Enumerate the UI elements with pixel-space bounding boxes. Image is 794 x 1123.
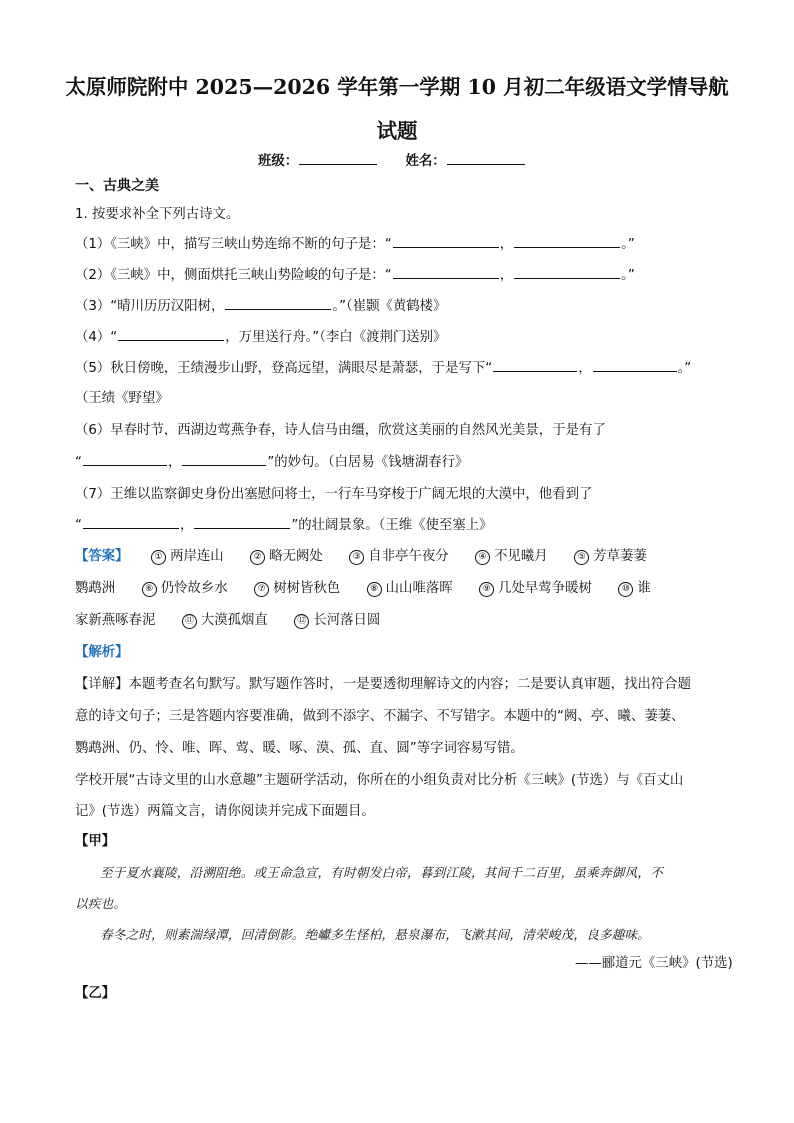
item-1 <box>75 233 635 252</box>
item-5-source: （王绩《野望》 <box>75 391 169 406</box>
answer-mark: ① <box>151 550 166 565</box>
answer-mark: ⑥ <box>142 582 157 597</box>
item-2-end: 。” <box>621 268 635 283</box>
answer-blank[interactable] <box>593 358 677 372</box>
passage-jia-p1-line2: 以疾也。 <box>75 896 127 911</box>
answer-text: 谁 <box>637 581 651 596</box>
item-7-open: “ <box>75 518 82 533</box>
answer-row-3 <box>75 609 380 629</box>
analysis-detail-line1: 【详解】本题考查名句默写。默写题作答时，一是要透彻理解诗文的内容；二是要认真审题，找出符合题 <box>75 677 691 692</box>
item-3-end: 。”（崔颢《黄鹤楼》 <box>332 299 447 314</box>
answer-text: 长河落日圆 <box>313 613 381 628</box>
item-5 <box>75 357 691 376</box>
item-1-sep: ， <box>499 237 514 252</box>
item-6-line1: （6）早春时节，西湖边莺燕争春，诗人信马由缰，欣赏这美丽的自然风光美景，于是有了 <box>75 423 606 438</box>
analysis-detail-line3: 鹦鹉洲、仍、怜、唯、晖、莺、暖、啄、漠、孤、直、圆”等字词容易写错。 <box>75 741 524 756</box>
answer-blank[interactable] <box>194 515 290 529</box>
item-7-sep: ， <box>179 518 194 533</box>
item-4-text: （4）“ <box>75 330 118 345</box>
answer-mark: ⑧ <box>367 582 382 597</box>
answer-text: 鹦鹉洲 <box>75 581 116 596</box>
answer-mark: ⑦ <box>254 582 269 597</box>
answer-mark: ② <box>250 550 265 565</box>
answer-blank[interactable] <box>393 265 499 279</box>
item-4 <box>75 326 446 345</box>
item-4-end: ，万里送行舟。”（李白《渡荆门送别》 <box>225 330 447 345</box>
answer-row-1 <box>75 545 647 565</box>
answer-text: 两岸连山 <box>170 549 224 564</box>
item-3 <box>75 295 446 314</box>
answer-text: 几处早莺争暖树 <box>498 581 592 596</box>
item-7-line1: （7）王维以监察御史身份出塞慰问将士，一行车马穿梭于广阔无垠的大漠中，他看到了 <box>75 487 593 502</box>
exam-title-line2: 试题 <box>376 119 418 143</box>
intro-line2: 记》(节选）两篇文言，请你阅读并完成下面题目。 <box>75 804 375 819</box>
passage-jia-p1-line1: 至于夏水襄陵，沿溯阻绝。或王命急宣，有时朝发白帝，暮到江陵，其间千二百里，虽乘奔御风，不 <box>100 865 663 880</box>
answer-text: 略无阙处 <box>269 549 323 564</box>
section-heading: 一、古典之美 <box>75 178 159 194</box>
item-1-text: （1）《三峡》中，描写三峡山势连绵不断的句子是：“ <box>75 237 392 252</box>
name-label: 姓名： <box>405 154 446 169</box>
answer-blank[interactable] <box>83 515 179 529</box>
answer-blank[interactable] <box>493 358 577 372</box>
answer-mark: ⑪ <box>182 614 197 629</box>
item-6-line2 <box>75 451 468 470</box>
item-5-end: 。” <box>677 361 692 376</box>
item-6-end: ”的妙句。（白居易《钱塘湖春行》 <box>267 455 469 470</box>
answer-text: 仍怜故乡水 <box>160 581 228 596</box>
analysis-label: 【解析】 <box>75 645 129 660</box>
answer-text: 自非亭午夜分 <box>368 549 449 564</box>
answer-text: 不见曦月 <box>494 549 548 564</box>
item-3-text: （3）“晴川历历汉阳树， <box>75 299 225 314</box>
item-5-sep: ， <box>578 361 592 376</box>
item-5-text: （5）秋日傍晚，王绩漫步山野，登高远望，满眼尽是萧瑟，于是写下“ <box>75 361 493 376</box>
intro-line1: 学校开展“古诗文里的山水意趣”主题研学活动，你所在的小组负责对比分析《三峡》(节选）与《百丈山 <box>75 773 684 788</box>
item-1-end: 。” <box>621 237 635 252</box>
answer-text: 芳草萋萋 <box>593 549 647 564</box>
answer-text: 家新燕啄春泥 <box>75 613 156 628</box>
answer-mark: ③ <box>349 550 364 565</box>
class-blank[interactable] <box>299 151 377 165</box>
answer-blank[interactable] <box>182 452 266 466</box>
answer-blank[interactable] <box>514 234 620 248</box>
analysis-detail-line2: 意的诗文句子；三是答题内容要准确，做到不添字、不漏字、不写错字。本题中的“阙、亭、曦、萋萋、 <box>75 709 685 724</box>
item-2 <box>75 264 635 283</box>
answer-blank[interactable] <box>393 234 499 248</box>
answer-mark: ⑤ <box>574 550 589 565</box>
name-blank[interactable] <box>447 151 525 165</box>
item-2-sep: ， <box>499 268 514 283</box>
class-label: 班级： <box>258 154 299 169</box>
answer-blank[interactable] <box>118 327 224 341</box>
item-6-open: “ <box>75 455 82 470</box>
item-2-text: （2）《三峡》中，侧面烘托三峡山势险峻的句子是：“ <box>75 268 392 283</box>
answer-mark: ⑩ <box>618 582 633 597</box>
item-7-line2 <box>75 514 492 533</box>
student-info-row <box>258 150 526 169</box>
answer-row-2 <box>75 577 651 597</box>
exam-title: 太原师院附中 2025—2026 学年第一学期 10 月初二年级语文学情导航 <box>65 75 729 99</box>
item-6-sep: ， <box>167 455 182 470</box>
passage-yi-label: 【乙】 <box>75 986 116 1001</box>
answer-text: 树树皆秋色 <box>273 581 341 596</box>
answer-label: 【答案】 <box>75 549 129 564</box>
passage-jia-p2: 春冬之时，则素湍绿潭，回清倒影。绝巘多生怪柏，悬泉瀑布，飞漱其间，清荣峻茂，良多趣味。 <box>100 927 651 942</box>
passage-jia-source: ——郦道元《三峡》(节选) <box>575 956 733 971</box>
question-stem: 1. 按要求补全下列古诗文。 <box>75 207 240 222</box>
answer-blank[interactable] <box>514 265 620 279</box>
answer-text: 大漠孤烟直 <box>200 613 268 628</box>
passage-jia-label: 【甲】 <box>75 834 116 849</box>
answer-mark: ⑨ <box>479 582 494 597</box>
answer-mark: ④ <box>475 550 490 565</box>
answer-blank[interactable] <box>225 296 331 310</box>
answer-mark: ⑫ <box>294 614 309 629</box>
answer-blank[interactable] <box>83 452 167 466</box>
answer-text: 山山唯落晖 <box>385 581 453 596</box>
item-7-end: ”的壮阔景象。（王维《使至塞上》 <box>291 518 493 533</box>
